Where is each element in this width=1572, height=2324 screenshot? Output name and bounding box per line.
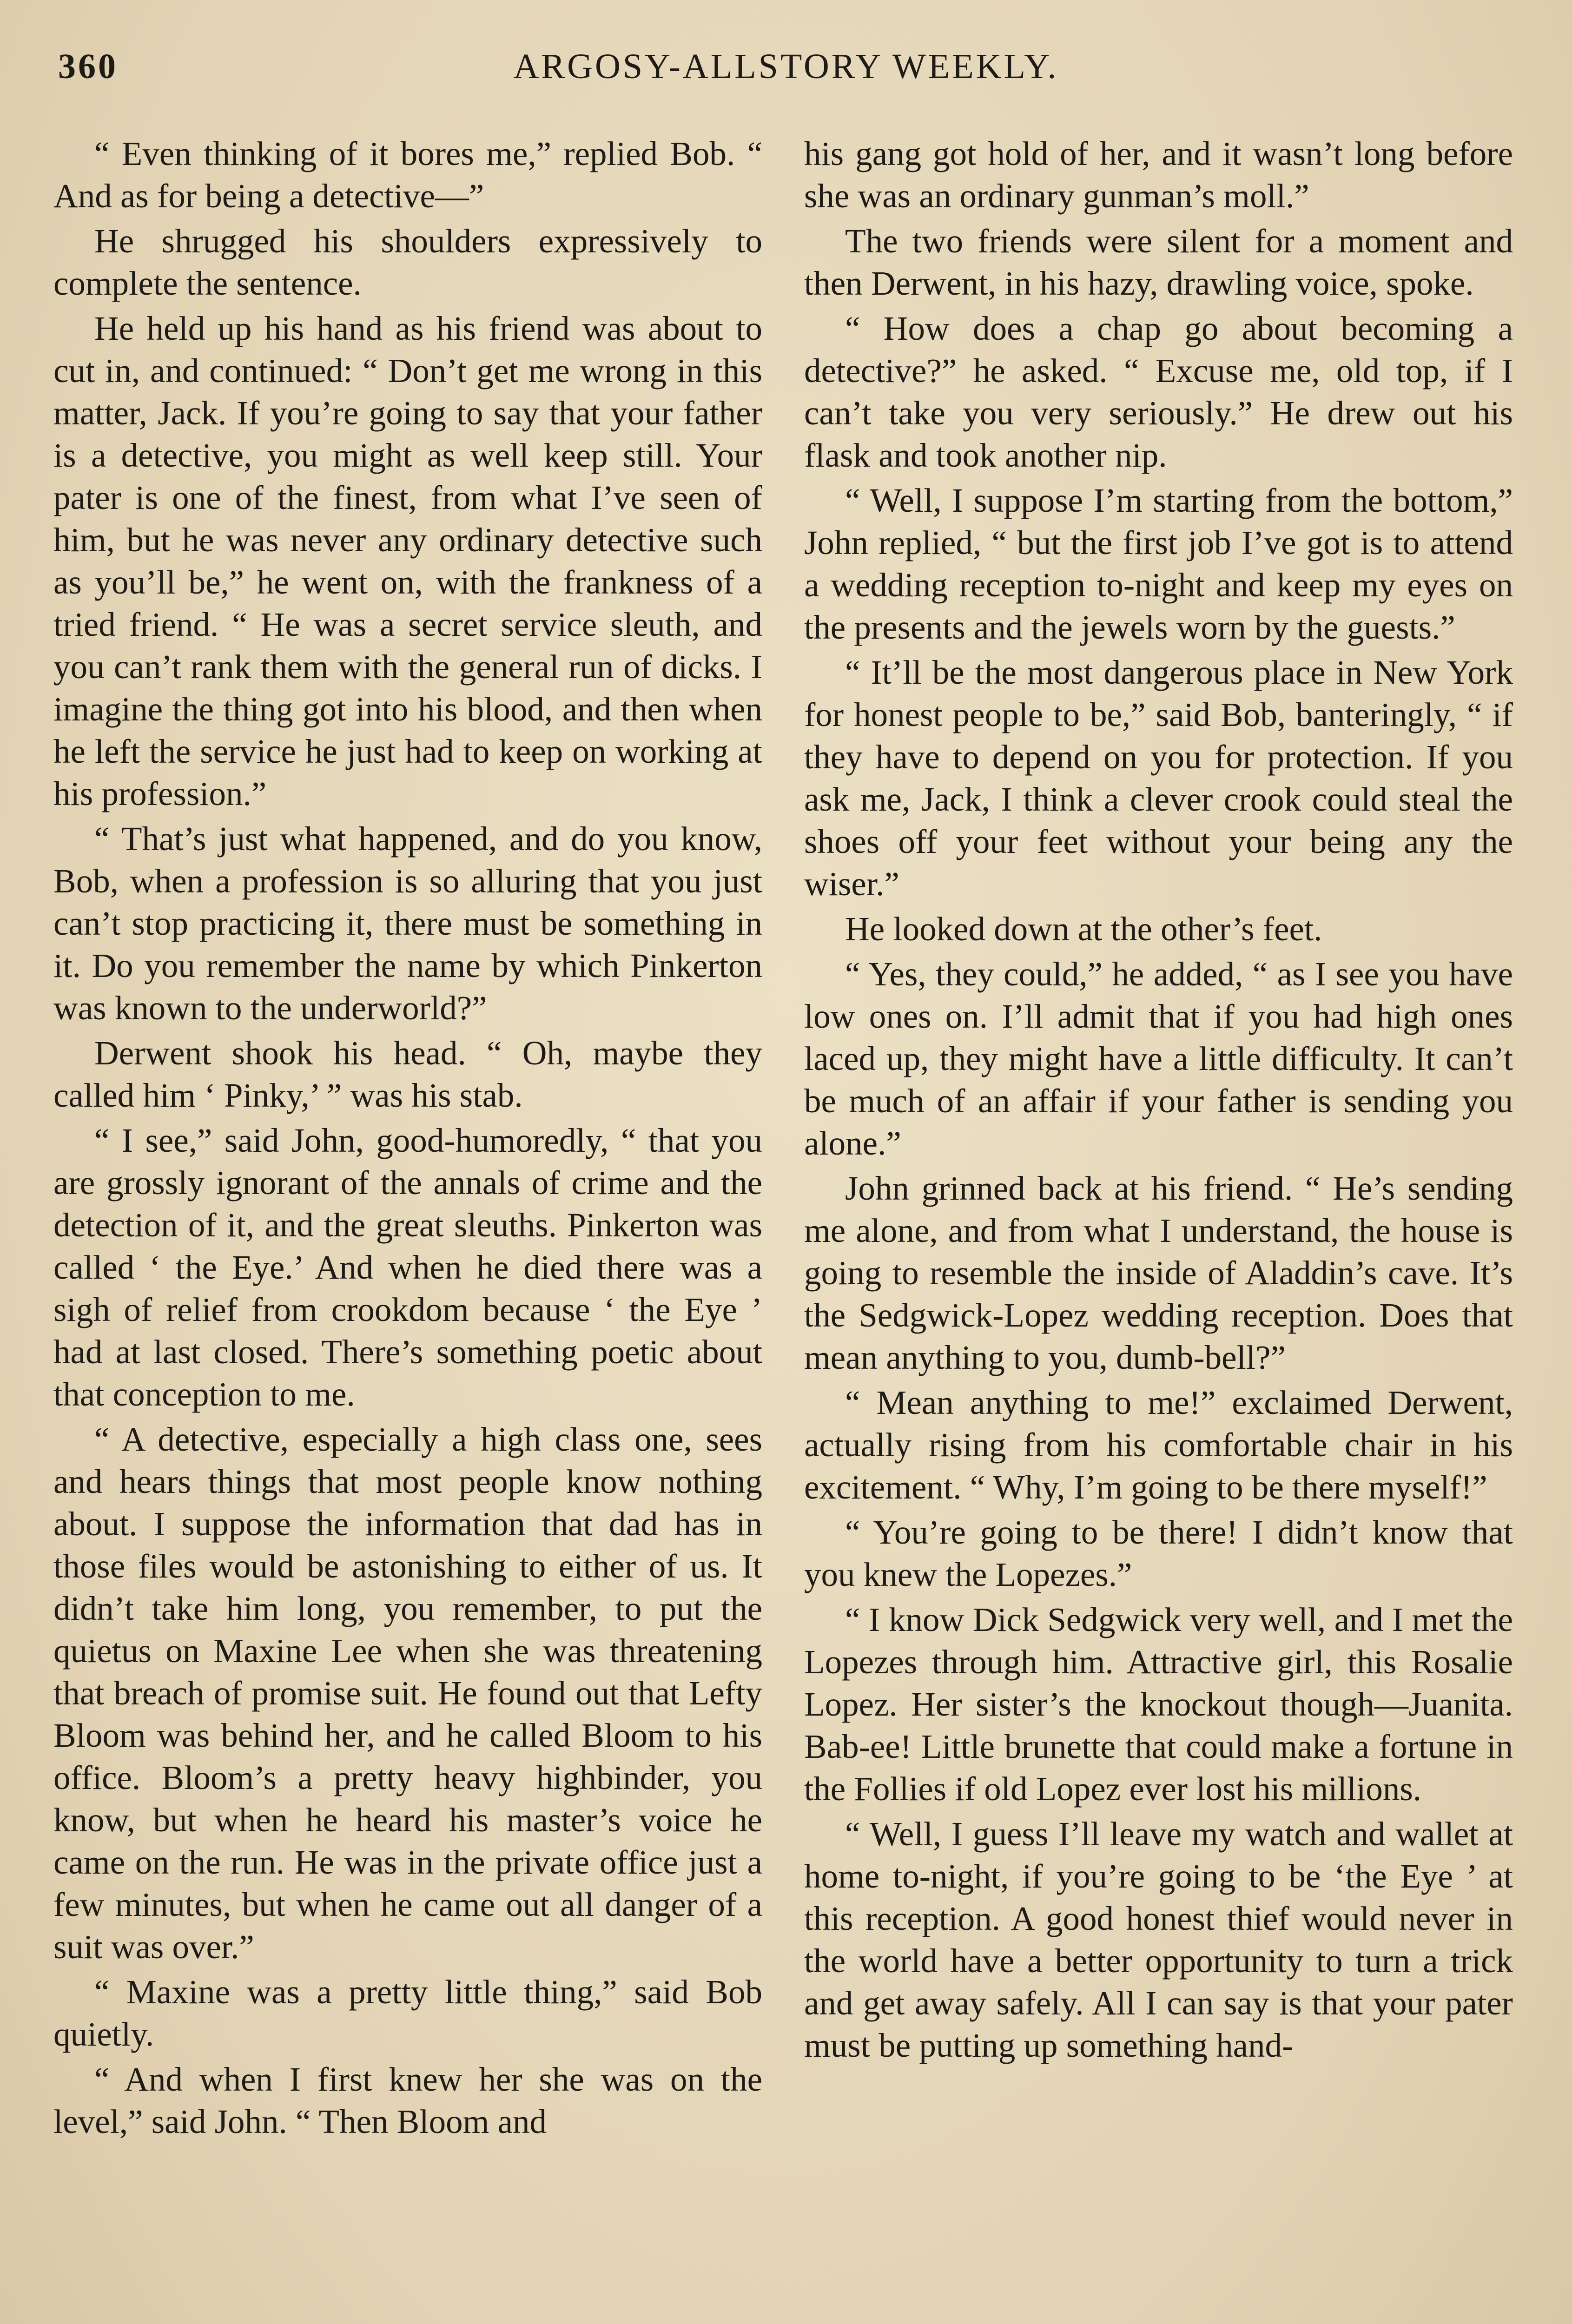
paragraph: “ You’re going to be there! I didn’t know that you knew the Lopezes.”: [804, 1513, 1513, 1593]
running-title: ARGOSY-ALLSTORY WEEKLY.: [513, 47, 1059, 86]
paragraph: “ And when I first knew her she was on the level,” said John. “ Then Bloom and: [53, 2060, 762, 2140]
right-column: [804, 132, 1513, 2069]
paragraph: “ Even thinking of it bores me,” replied Bob. “ And as for being a detective—”: [53, 135, 762, 215]
paragraph: “ It’ll be the most dangerous place in New York for honest people to be,” said Bob, banteringly, “ if they have to depend on you for protection. If you ask me, Jack, I think a clever crook could steal the shoes off your feet without your being any the wiser.”: [804, 654, 1513, 903]
paragraph: He shrugged his shoulders expressively to complete the sentence.: [53, 222, 762, 302]
page-number: 360: [58, 47, 118, 86]
paragraph: “ A detective, especially a high class one, sees and hears things that most people know nothing about. I suppose the information that dad has in those files would be astonishing to either of us. It didn’t take him long, you remember, to put the quietus on Maxine Lee when she was threatening that breach of promise suit. He found out that Lefty Bloom was behind her, and he called Bloom to his office. Bloom’s a pretty heavy highbinder, you know, but when he heard his master’s voice he came on the run. He was in the private office just a few minutes, but when he came out all danger of a suit was over.”: [53, 1420, 762, 1966]
paragraph: “ Mean anything to me!” exclaimed Derwent, actually rising from his comfortable chair in his excitement. “ Why, I’m going to be there myself!”: [804, 1384, 1513, 1506]
paragraph: “ Yes, they could,” he added, “ as I see you have low ones on. I’ll admit that if you had high ones laced up, they might have a little difficulty. It can’t be much of an affair if your father is sending you alone.”: [804, 955, 1513, 1162]
left-column: [53, 132, 762, 2146]
paragraph: “ How does a chap go about becoming a detective?” he asked. “ Excuse me, old top, if I can’t take you very seriously.” He drew out his flask and took another nip.: [804, 310, 1513, 474]
paragraph: He held up his hand as his friend was about to cut in, and continued: “ Don’t get me wrong in this matter, Jack. If you’re going to say that your father is a detective, you might as well keep still. Your pater is one of the finest, from what I’ve seen of him, but he was never any ordinary detective such as you’ll be,” he went on, with the frankness of a tried friend. “ He was a secret service sleuth, and you can’t rank them with the general run of dicks. I imagine the thing got into his blood, and then when he left the service he just had to keep on working at his profession.”: [53, 310, 762, 812]
paragraph: John grinned back at his friend. “ He’s sending me alone, and from what I understand, the house is going to resemble the inside of Aladdin’s cave. It’s the Sedgwick-Lopez wedding reception. Does that mean anything to you, dumb-bell?”: [804, 1169, 1513, 1376]
paragraph: “ Well, I guess I’ll leave my watch and wallet at home to-night, if you’re going to be ‘the Eye ’ at this reception. A good honest thief would never in the world have a better opportunity to turn a trick and get away safely. All I can say is that your pater must be putting up something hand-: [804, 1815, 1513, 2064]
paragraph: Derwent shook his head. “ Oh, maybe they called him ‘ Pinky,’ ” was his stab.: [53, 1034, 762, 1114]
paragraph: “ I see,” said John, good-humoredly, “ that you are grossly ignorant of the annals of crime and the detection of it, and the great sleuths. Pinkerton was called ‘ the Eye.’ And when he died there was a sigh of relief from crookdom because ‘ the Eye ’ had at last closed. There’s something poetic about that conception to me.: [53, 1122, 762, 1413]
paragraph: “ Well, I suppose I’m starting from the bottom,” John replied, “ but the first job I’ve got is to attend a wedding reception to-night and keep my eyes on the presents and the jewels worn by the guests.”: [804, 482, 1513, 646]
paragraph: He looked down at the other’s feet.: [845, 910, 1322, 948]
paragraph-continued: his gang got hold of her, and it wasn’t long before she was an ordinary gunman’s moll.”: [804, 135, 1513, 215]
paragraph: “ That’s just what happened, and do you know, Bob, when a profession is so alluring that you just can’t stop practicing it, there must be something in it. Do you remember the name by which Pinkerton was known to the underworld?”: [53, 820, 762, 1027]
paragraph: “ I know Dick Sedgwick very well, and I met the Lopezes through him. Attractive girl, this Rosalie Lopez. Her sister’s the knockout though—Juanita. Bab-ee! Little brunette that could make a fortune in the Follies if old Lopez ever lost his millions.: [804, 1601, 1513, 1808]
page-header: [58, 46, 1514, 98]
paragraph: “ Maxine was a pretty little thing,” said Bob quietly.: [53, 1973, 762, 2053]
paragraph: The two friends were silent for a moment and then Derwent, in his hazy, drawling voice, spoke.: [804, 222, 1513, 302]
